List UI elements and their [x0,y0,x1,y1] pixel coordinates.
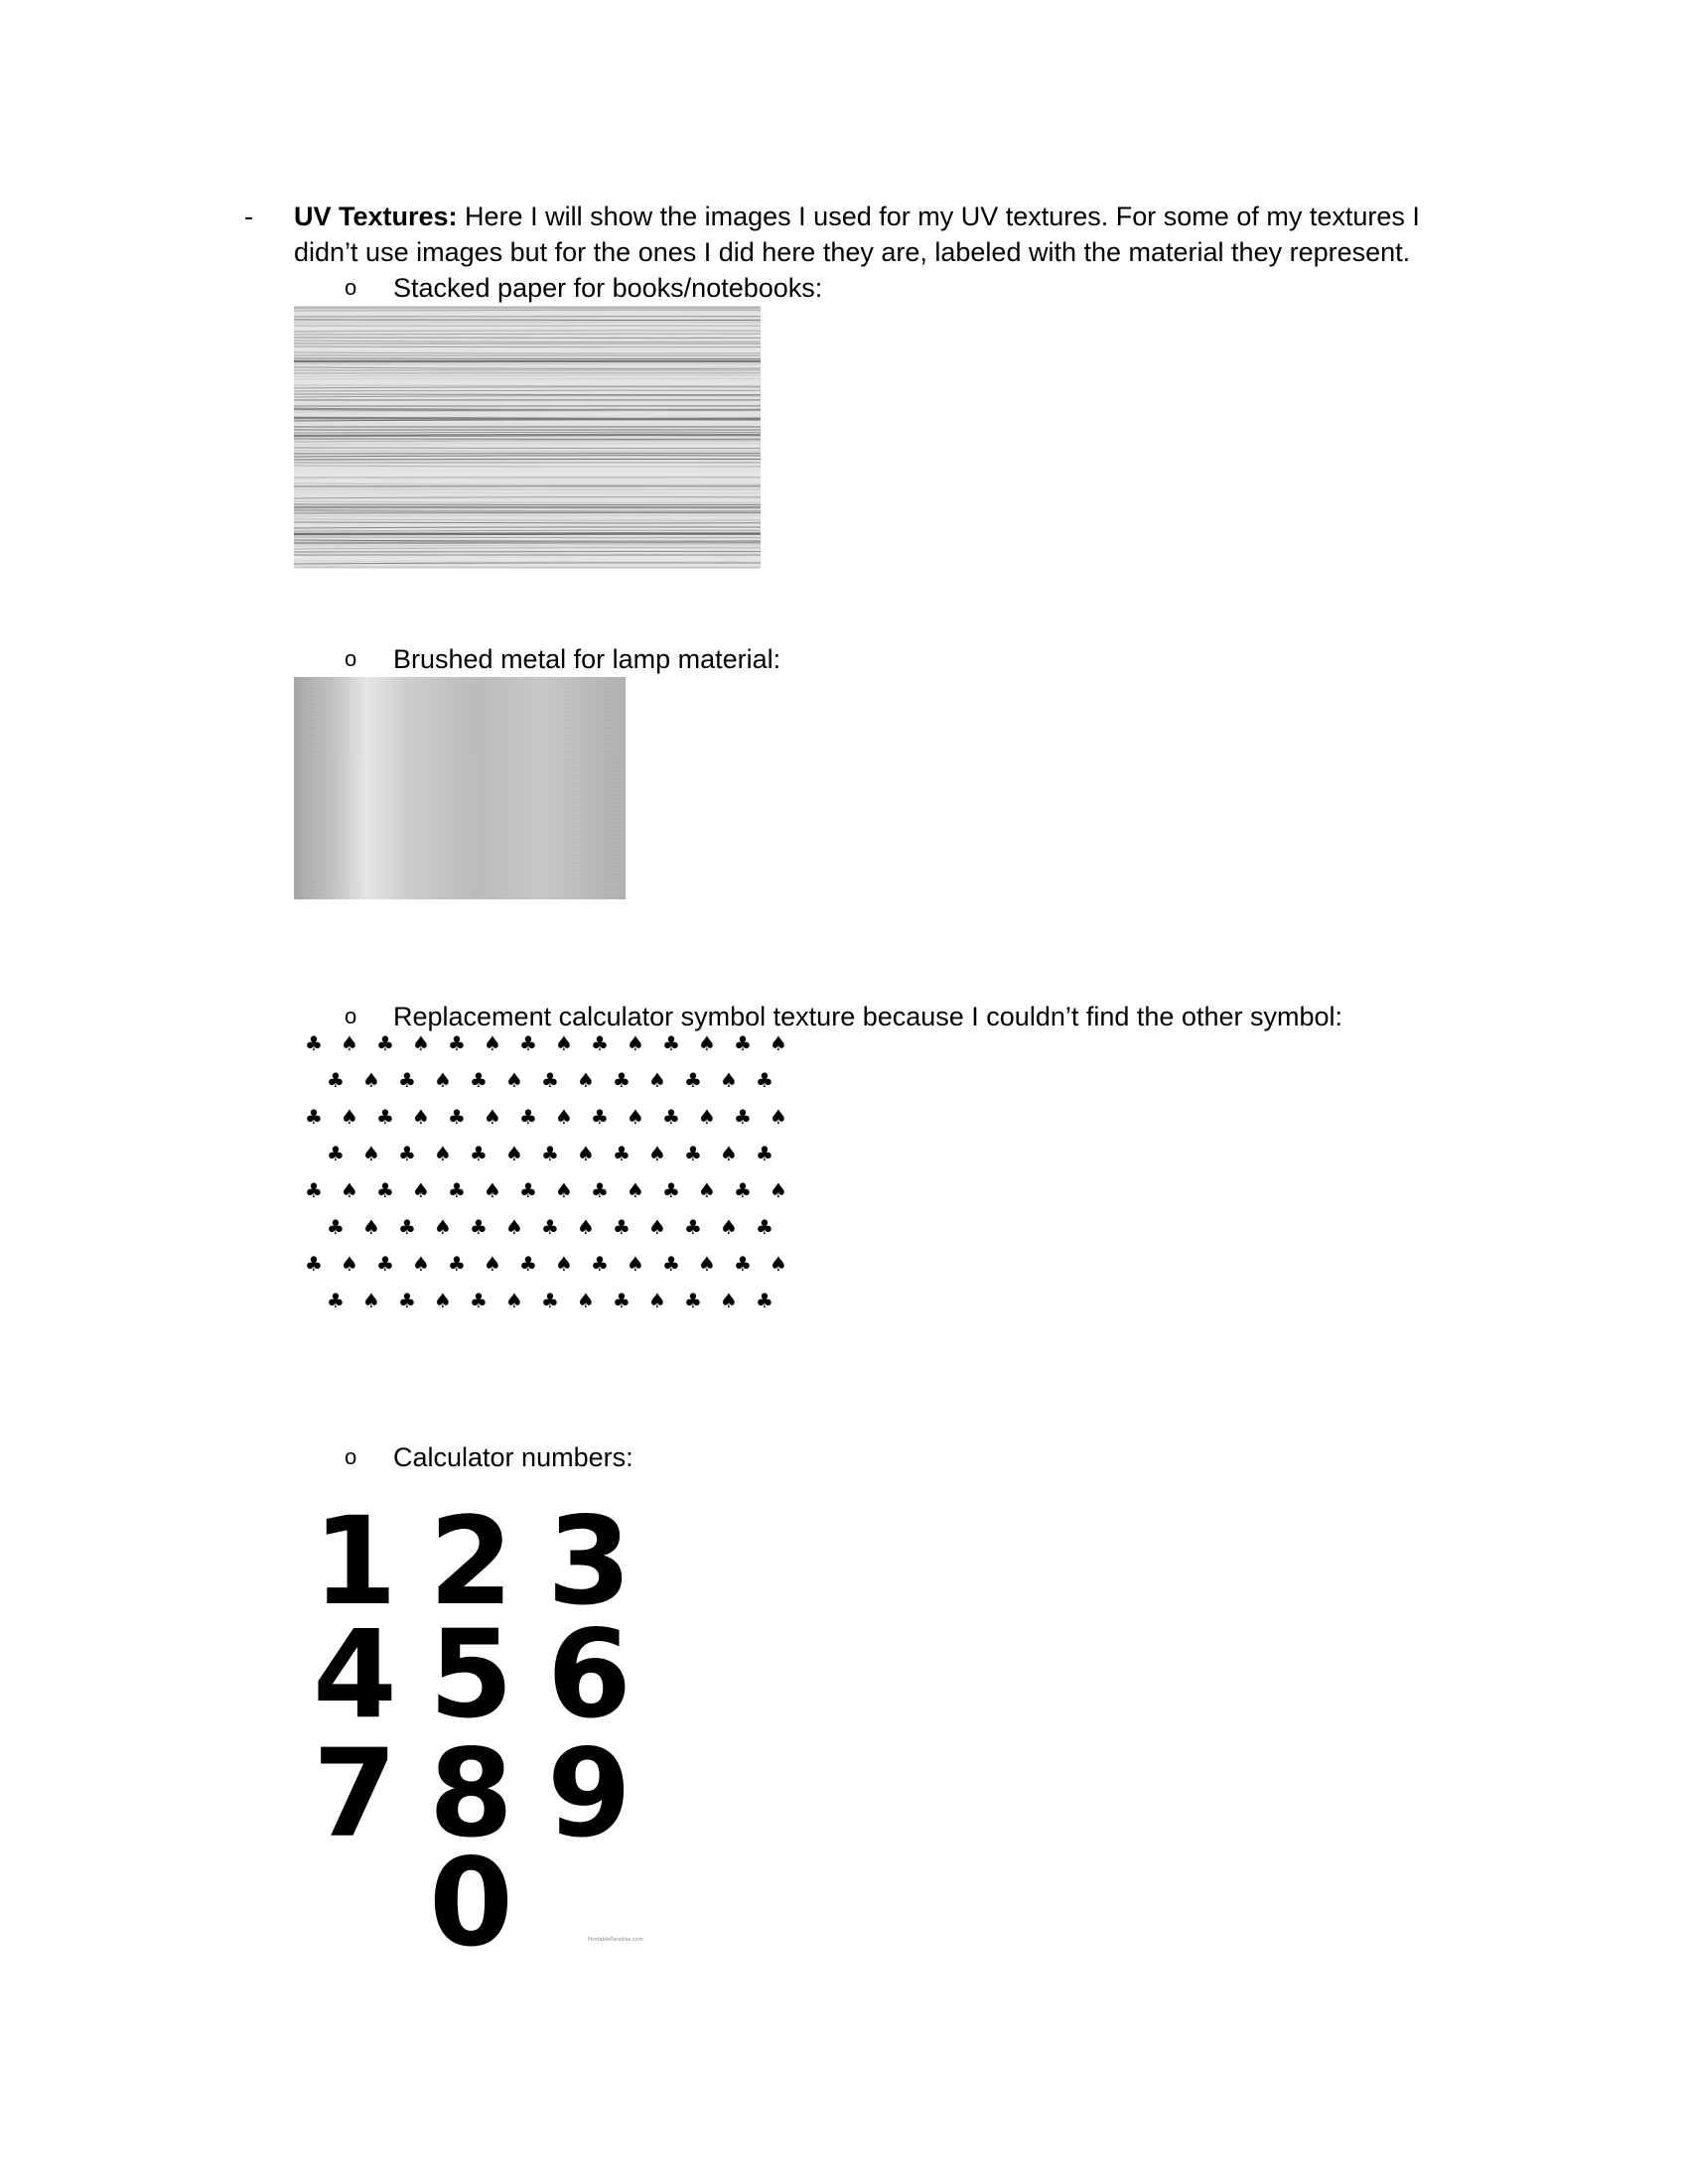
bullet-marker: o [345,646,357,671]
club-symbol: ♣ [662,1252,680,1276]
paper-edge-line [294,331,761,332]
club-symbol: ♣ [662,1178,680,1202]
club-symbol: ♣ [376,1252,394,1276]
item-label-metal: Brushed metal for lamp material: [393,644,781,674]
spade-symbol: ♠ [341,1178,358,1202]
bullet-marker: o [345,275,357,300]
club-symbol: ♣ [305,1105,323,1129]
spade-symbol: ♠ [362,1289,380,1312]
club-symbol: ♣ [541,1289,559,1312]
paper-edge-line [294,504,761,505]
spade-symbol: ♠ [770,1105,787,1129]
spade-symbol: ♠ [505,1068,523,1092]
item-label-paper: Stacked paper for books/notebooks: [393,273,823,303]
club-symbol: ♣ [541,1142,559,1165]
paper-edge-line [294,480,761,481]
club-symbol: ♣ [470,1215,488,1239]
paper-edge-line [294,466,761,467]
spade-symbol: ♠ [577,1068,595,1092]
club-symbol: ♣ [756,1289,774,1312]
club-symbol: ♣ [327,1215,345,1239]
club-symbol: ♣ [448,1032,466,1055]
intro-paragraph [294,199,1485,270]
suit-pattern-graphic [294,1032,810,1330]
paper-edge-line [294,375,761,376]
spade-symbol: ♠ [555,1178,573,1202]
paper-edge-line [294,530,761,531]
paper-edge-line [294,313,761,314]
digit-1: 1 [313,1491,397,1632]
paper-edge-line [294,420,761,421]
paper-edge-line [294,515,761,516]
paper-edge-line [294,542,761,543]
spade-symbol: ♠ [484,1105,501,1129]
digit-4: 4 [313,1604,397,1745]
digits-watermark: PrintableParadise.com [588,1937,643,1943]
paper-edge-line [294,510,761,511]
spade-symbol: ♠ [627,1252,644,1276]
club-symbol: ♣ [734,1178,752,1202]
spade-symbol: ♠ [341,1032,358,1055]
digit-2: 2 [429,1491,513,1632]
paper-edge-line [294,432,761,433]
paper-edge-line [294,492,761,493]
suit-pattern-image [294,1032,810,1330]
item-label-numbers: Calculator numbers: [393,1442,633,1472]
spade-symbol: ♠ [648,1289,666,1312]
club-symbol: ♣ [662,1032,680,1055]
club-symbol: ♣ [398,1068,416,1092]
paper-edge-line [294,563,761,564]
paper-lines-graphic [294,306,761,569]
club-symbol: ♣ [519,1252,537,1276]
club-symbol: ♣ [613,1068,631,1092]
paper-edge-line [294,418,761,419]
club-symbol: ♣ [541,1068,559,1092]
paper-edge-line [294,435,761,436]
spade-symbol: ♠ [341,1252,358,1276]
club-symbol: ♣ [591,1178,609,1202]
spade-symbol: ♠ [484,1252,501,1276]
spade-symbol: ♠ [555,1032,573,1055]
spade-symbol: ♠ [648,1215,666,1239]
club-symbol: ♣ [591,1032,609,1055]
paper-edge-line [294,537,761,538]
paper-edge-line [294,501,761,502]
spade-symbol: ♠ [648,1068,666,1092]
club-symbol: ♣ [448,1105,466,1129]
digit-6: 6 [547,1604,632,1745]
paper-edge-line [294,385,761,386]
spade-symbol: ♠ [434,1215,452,1239]
club-symbol: ♣ [734,1032,752,1055]
digit-7: 7 [313,1723,397,1864]
club-symbol: ♣ [519,1032,537,1055]
bullet-marker: o [345,1004,357,1028]
spade-symbol: ♠ [434,1068,452,1092]
club-symbol: ♣ [376,1178,394,1202]
paper-edge-line [294,396,761,397]
spade-symbol: ♠ [698,1252,716,1276]
spade-symbol: ♠ [627,1178,644,1202]
spade-symbol: ♠ [362,1068,380,1092]
club-symbol: ♣ [519,1105,537,1129]
club-symbol: ♣ [470,1142,488,1165]
item-label-symbols: Replacement calculator symbol texture because I couldn’t find the other symbol: [393,1002,1342,1031]
club-symbol: ♣ [613,1142,631,1165]
paper-edge-line [294,394,761,395]
spade-symbol: ♠ [412,1178,430,1202]
club-symbol: ♣ [305,1178,323,1202]
paper-edge-line [294,448,761,449]
spade-symbol: ♠ [362,1215,380,1239]
paper-edge-line [294,451,761,452]
club-symbol: ♣ [613,1215,631,1239]
club-symbol: ♣ [305,1252,323,1276]
spade-symbol: ♠ [362,1142,380,1165]
paper-edge-line [294,367,761,368]
club-symbol: ♣ [519,1178,537,1202]
paper-edge-line [294,424,761,425]
spade-symbol: ♠ [720,1068,738,1092]
paper-edge-line [294,387,761,388]
paper-edge-line [294,567,761,568]
paper-edge-line [294,497,761,498]
paper-edge-line [294,456,761,457]
club-symbol: ♣ [327,1142,345,1165]
paper-edge-line [294,328,761,329]
club-symbol: ♣ [591,1105,609,1129]
spade-symbol: ♠ [770,1178,787,1202]
club-symbol: ♣ [734,1105,752,1129]
paper-edge-line [294,545,761,546]
paper-edge-line [294,468,761,469]
digit-5: 5 [429,1604,513,1745]
paper-edge-line [294,561,761,562]
paper-edge-line [294,382,761,383]
paper-edge-line [294,548,761,549]
paper-edge-line [294,459,761,460]
spade-symbol: ♠ [720,1142,738,1165]
spade-symbol: ♠ [577,1289,595,1312]
paper-edge-line [294,527,761,528]
spade-symbol: ♠ [505,1289,523,1312]
spade-symbol: ♠ [648,1142,666,1165]
club-symbol: ♣ [398,1142,416,1165]
spade-symbol: ♠ [770,1032,787,1055]
section-title: UV Textures: [294,202,458,231]
paper-edge-line [294,409,761,410]
club-symbol: ♣ [327,1289,345,1312]
club-symbol: ♣ [684,1215,702,1239]
spade-symbol: ♠ [770,1252,787,1276]
spade-symbol: ♠ [412,1252,430,1276]
spade-symbol: ♠ [484,1032,501,1055]
calculator-numbers-image [308,1489,675,1956]
paper-edge-line [294,378,761,379]
club-symbol: ♣ [448,1252,466,1276]
spade-symbol: ♠ [434,1289,452,1312]
paper-edge-line [294,352,761,353]
paper-edge-line [294,411,761,412]
paper-edge-line [294,310,761,311]
club-symbol: ♣ [662,1105,680,1129]
digit-3: 3 [547,1491,632,1632]
paper-edge-line [294,483,761,484]
club-symbol: ♣ [398,1215,416,1239]
spade-symbol: ♠ [412,1105,430,1129]
bullet-marker: o [345,1444,357,1469]
paper-edge-line [294,348,761,349]
paper-edge-line [294,558,761,559]
spade-symbol: ♠ [698,1105,716,1129]
club-symbol: ♣ [756,1068,774,1092]
club-symbol: ♣ [327,1068,345,1092]
digit-9: 9 [547,1723,632,1864]
spade-symbol: ♠ [627,1032,644,1055]
club-symbol: ♣ [470,1068,488,1092]
club-symbol: ♣ [541,1215,559,1239]
digit-8: 8 [429,1723,513,1864]
club-symbol: ♣ [613,1289,631,1312]
club-symbol: ♣ [305,1032,323,1055]
list-dash: - [244,202,253,231]
spade-symbol: ♠ [698,1032,716,1055]
digit-0: 0 [429,1833,513,1956]
spade-symbol: ♠ [720,1215,738,1239]
paper-edge-line [294,334,761,335]
paper-edge-line [294,522,761,523]
stacked-paper-image [294,306,761,569]
paper-edge-line [294,390,761,391]
club-symbol: ♣ [684,1289,702,1312]
spade-symbol: ♠ [698,1178,716,1202]
club-symbol: ♣ [756,1215,774,1239]
club-symbol: ♣ [448,1178,466,1202]
spade-symbol: ♠ [484,1178,501,1202]
paper-edge-line [294,322,761,323]
spade-symbol: ♠ [505,1142,523,1165]
spade-symbol: ♠ [505,1215,523,1239]
club-symbol: ♣ [470,1289,488,1312]
paper-edge-line [294,346,761,347]
spade-symbol: ♠ [555,1105,573,1129]
club-symbol: ♣ [376,1105,394,1129]
spade-symbol: ♠ [412,1032,430,1055]
spade-symbol: ♠ [577,1142,595,1165]
paper-edge-line [294,519,761,520]
club-symbol: ♣ [398,1289,416,1312]
spade-symbol: ♠ [434,1142,452,1165]
club-symbol: ♣ [734,1252,752,1276]
paper-edge-line [294,441,761,442]
paper-edge-line [294,444,761,445]
spade-symbol: ♠ [555,1252,573,1276]
club-symbol: ♣ [376,1032,394,1055]
spade-symbol: ♠ [627,1105,644,1129]
spade-symbol: ♠ [720,1289,738,1312]
brushed-metal-image [294,677,626,899]
club-symbol: ♣ [591,1252,609,1276]
club-symbol: ♣ [684,1068,702,1092]
club-symbol: ♣ [684,1142,702,1165]
intro-text: Here I will show the images I used for my UV textures. For some of my textures I didn’t use images but for the ones I did here they are, labeled with the material they represent. [294,202,1420,267]
spade-symbol: ♠ [577,1215,595,1239]
spade-symbol: ♠ [341,1105,358,1129]
paper-edge-line [294,540,761,541]
club-symbol: ♣ [756,1142,774,1165]
